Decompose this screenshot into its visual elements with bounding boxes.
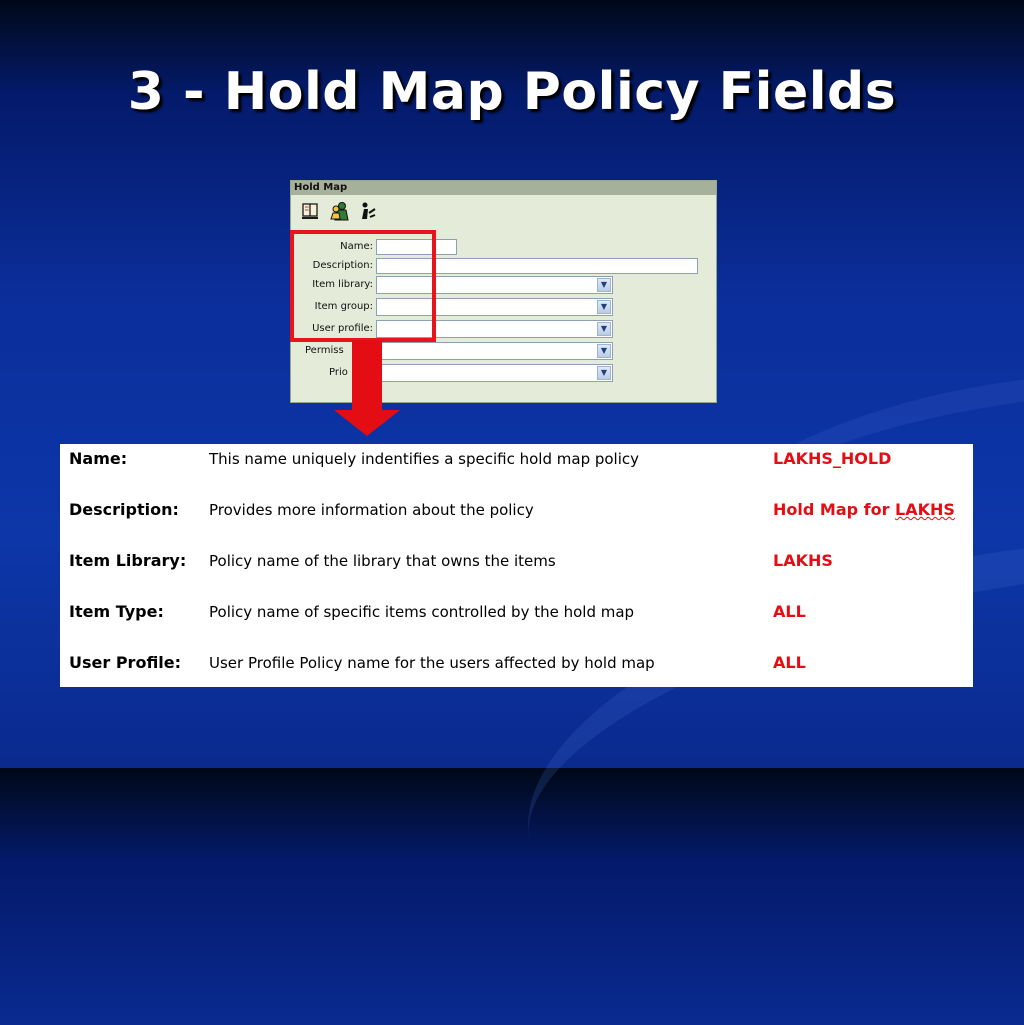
field-description: This name uniquely indentifies a specific hold map policy (209, 450, 640, 468)
field-name: Description: (69, 500, 179, 519)
slide-title: 3 - Hold Map Policy Fields (127, 62, 897, 122)
field-description: Policy name of the library that owns the items (209, 552, 556, 570)
permission-label: Permiss (305, 345, 344, 356)
table-row (60, 597, 973, 627)
user-info-icon[interactable] (359, 201, 377, 221)
field-value: ALL (773, 653, 806, 672)
field-value: ALL (773, 602, 806, 621)
table-row (60, 546, 973, 576)
field-description: User Profile Policy name for the users affected by hold map (209, 654, 655, 672)
chevron-down-icon[interactable]: ▼ (597, 300, 611, 314)
table-row (60, 648, 973, 678)
item-group-label: Item group: (314, 301, 373, 312)
item-library-label: Item library: (312, 279, 373, 290)
priority-label: Prio (329, 367, 348, 378)
spellcheck-word: LAKHS (895, 500, 955, 519)
chevron-down-icon[interactable]: ▼ (597, 344, 611, 358)
highlight-box (290, 230, 436, 342)
field-value: Hold Map for LAKHS (773, 500, 955, 519)
field-name: Item Type: (69, 602, 164, 621)
field-description: Provides more information about the policy (209, 501, 534, 519)
chevron-down-icon[interactable]: ▼ (597, 366, 611, 380)
definitions-table (60, 444, 973, 687)
field-name: Name: (69, 449, 128, 468)
down-arrow-head-icon (334, 410, 400, 436)
priority-select[interactable] (376, 364, 613, 382)
user-profile-label: User profile: (312, 323, 373, 334)
window-header: Hold Map (291, 181, 716, 195)
field-description: Policy name of specific items controlled by the hold map (209, 603, 635, 621)
permission-select[interactable] (376, 342, 613, 360)
field-name: Item Library: (69, 551, 187, 570)
group-icon[interactable] (330, 201, 348, 221)
field-value: LAKHS (773, 551, 833, 570)
book-icon[interactable] (301, 201, 319, 221)
down-arrow-icon (352, 340, 382, 412)
name-label: Name: (340, 241, 373, 252)
field-value: LAKHS_HOLD (773, 449, 892, 468)
description-label: Description: (312, 260, 373, 271)
table-row (60, 444, 973, 474)
toolbar (301, 201, 383, 223)
chevron-down-icon[interactable]: ▼ (597, 278, 611, 292)
chevron-down-icon[interactable]: ▼ (597, 322, 611, 336)
field-name: User Profile: (69, 653, 182, 672)
table-row (60, 495, 973, 525)
